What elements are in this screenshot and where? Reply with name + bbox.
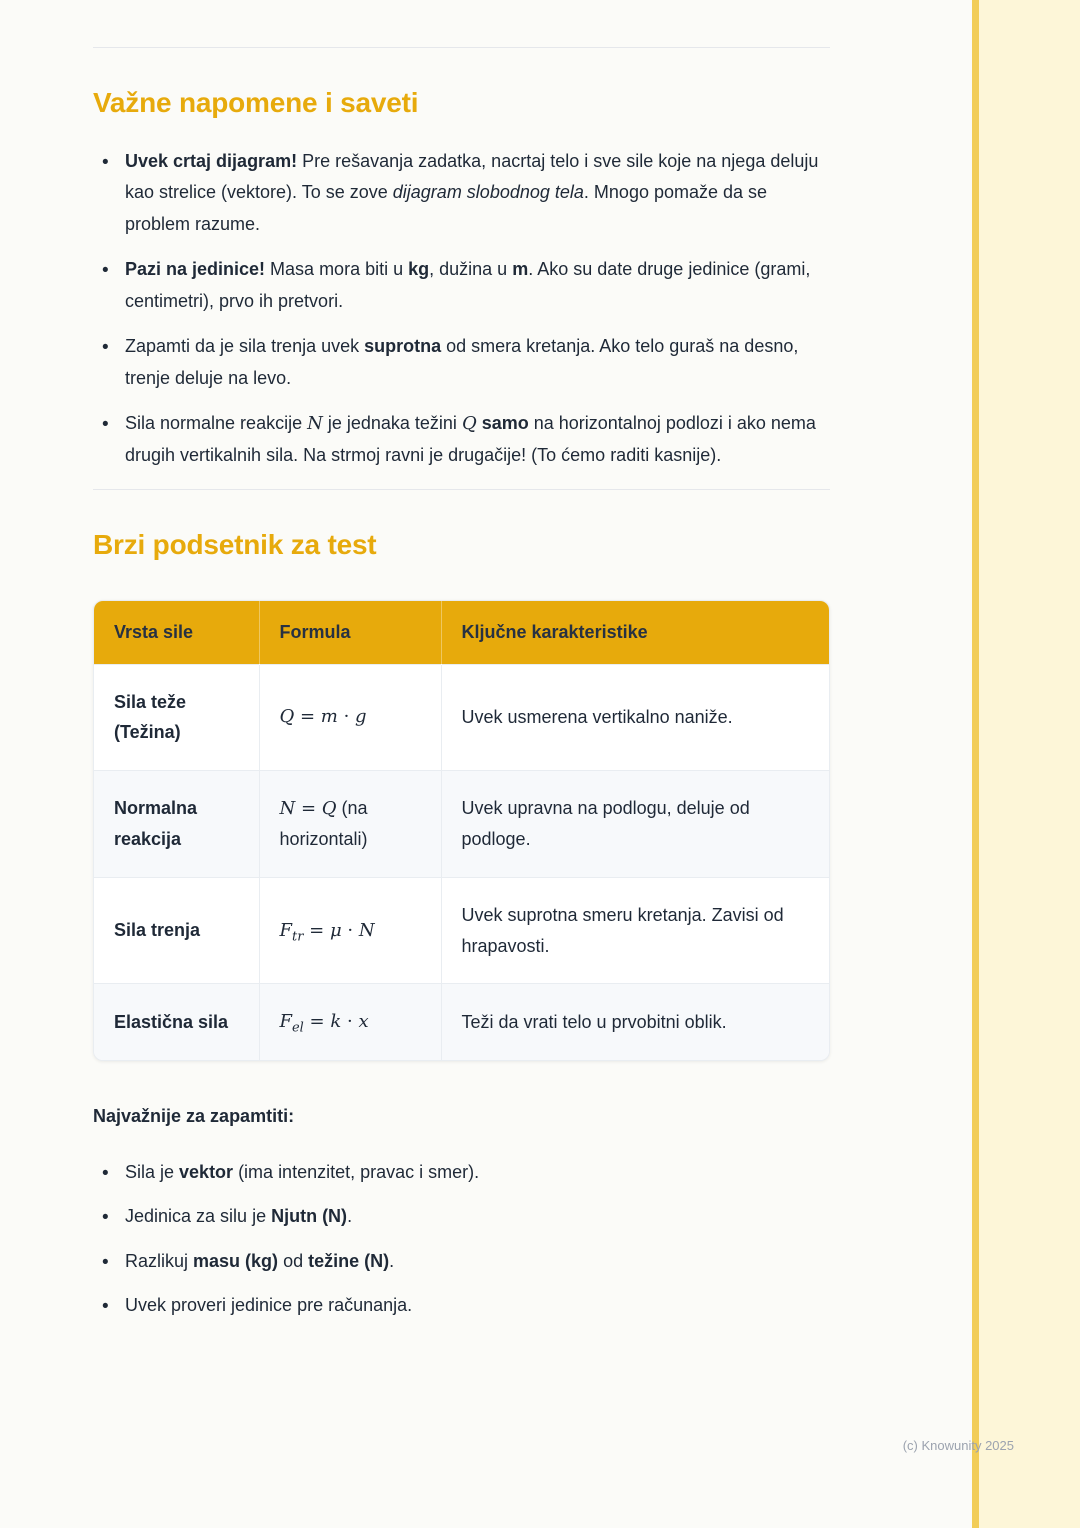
recap-list-item-2-text: Jedinica za silu je Njutn (N). [125, 1206, 353, 1227]
notes-section-title: Važne napomene i saveti [93, 87, 419, 118]
table-row-normalna-reakcija [94, 770, 829, 877]
cell-characteristics: Uvek suprotna smeru kretanja. Zavisi od hrapavosti. [441, 878, 829, 984]
table-row-elasticna-sila [94, 984, 829, 1060]
remember-title: Najvažnije za zapamtiti: [93, 1105, 295, 1126]
notes-list-item-4-text: Sila normalne reakcije N je jednaka težini Q samo na horizontalnoj podlozi i ako nema drugih vertikalnih sila. Na strmoj ravni je drugačije! (To ćemo raditi kasnije). [125, 413, 816, 465]
cell-formula: $F_{tr} = \mu \cdot N$ [259, 878, 441, 984]
notes-list-item-2 [93, 254, 830, 317]
recap-list-item-4-text: Uvek proveri jedinice pre računanja. [125, 1295, 413, 1316]
cell-force-name: Elastična sila [94, 984, 259, 1060]
notes-list-item-3 [93, 331, 830, 394]
cell-formula: N = Q (na horizontali) [259, 770, 441, 877]
cell-force-name: Sila trenja [94, 878, 259, 984]
cell-characteristics: Teži da vrati telo u prvobitni oblik. [441, 984, 829, 1060]
top-divider [93, 47, 830, 48]
recap-section-title: Brzi podsetnik za test [93, 529, 377, 561]
recap-list-item-1 [93, 1157, 830, 1189]
recap-list-item-1-text: Sila je vektor (ima intenzitet, pravac i smer). [125, 1161, 480, 1182]
notes-list-item-1 [93, 146, 830, 241]
recap-list-item-3 [93, 1246, 830, 1278]
column-header-characteristics: Ključne karakteristike [441, 601, 829, 665]
cell-formula: $F_{el} = k \cdot x$ [259, 984, 441, 1060]
table-row-sila-trenja [94, 878, 829, 984]
column-header-force-type: Vrsta sile [94, 601, 259, 665]
table-row-sila-teze [94, 664, 829, 770]
copyright-text: (c) Knowunity 2025 [902, 1438, 1014, 1453]
notes-list-item-3-text: Zapamti da je sila trenja uvek suprotna od smera kretanja. Ako telo guraš na desno, trenje deluje na levo. [125, 336, 799, 388]
notes-list-item-1-text: Uvek crtaj dijagram! Pre rešavanja zadatka, nacrtaj telo i sve sile koje na njega deluju kao strelice (vektore). To se zove dijagram slobodnog tela. Mnogo pomaže da se problem razume. [125, 150, 819, 234]
forces-summary-table [93, 600, 830, 1061]
cell-force-name: Sila teže (Težina) [94, 664, 259, 770]
page-edge-stripe [972, 0, 1080, 1528]
notes-list [93, 146, 830, 472]
recap-list-item-3-text: Razlikuj masu (kg) od težine (N). [125, 1250, 395, 1271]
cell-force-name: Normalna reakcija [94, 770, 259, 877]
recap-list-item-2 [93, 1201, 830, 1233]
cell-characteristics: Uvek usmerena vertikalno naniže. [441, 664, 829, 770]
notes-list-item-2-text: Pazi na jedinice! Masa mora biti u kg, dužina u m. Ako su date druge jedinice (grami, centimetri), prvo ih pretvori. [125, 259, 811, 311]
cell-characteristics: Uvek upravna na podlogu, deluje od podloge. [441, 770, 829, 877]
mid-divider [93, 489, 830, 490]
column-header-formula: Formula [259, 601, 441, 665]
recap-list-item-4 [93, 1290, 830, 1322]
recap-list [93, 1157, 830, 1322]
cell-formula: Q = m · g [259, 664, 441, 770]
content-area [93, 0, 830, 1335]
notes-list-item-4 [93, 408, 830, 471]
table-header-row [94, 601, 829, 665]
